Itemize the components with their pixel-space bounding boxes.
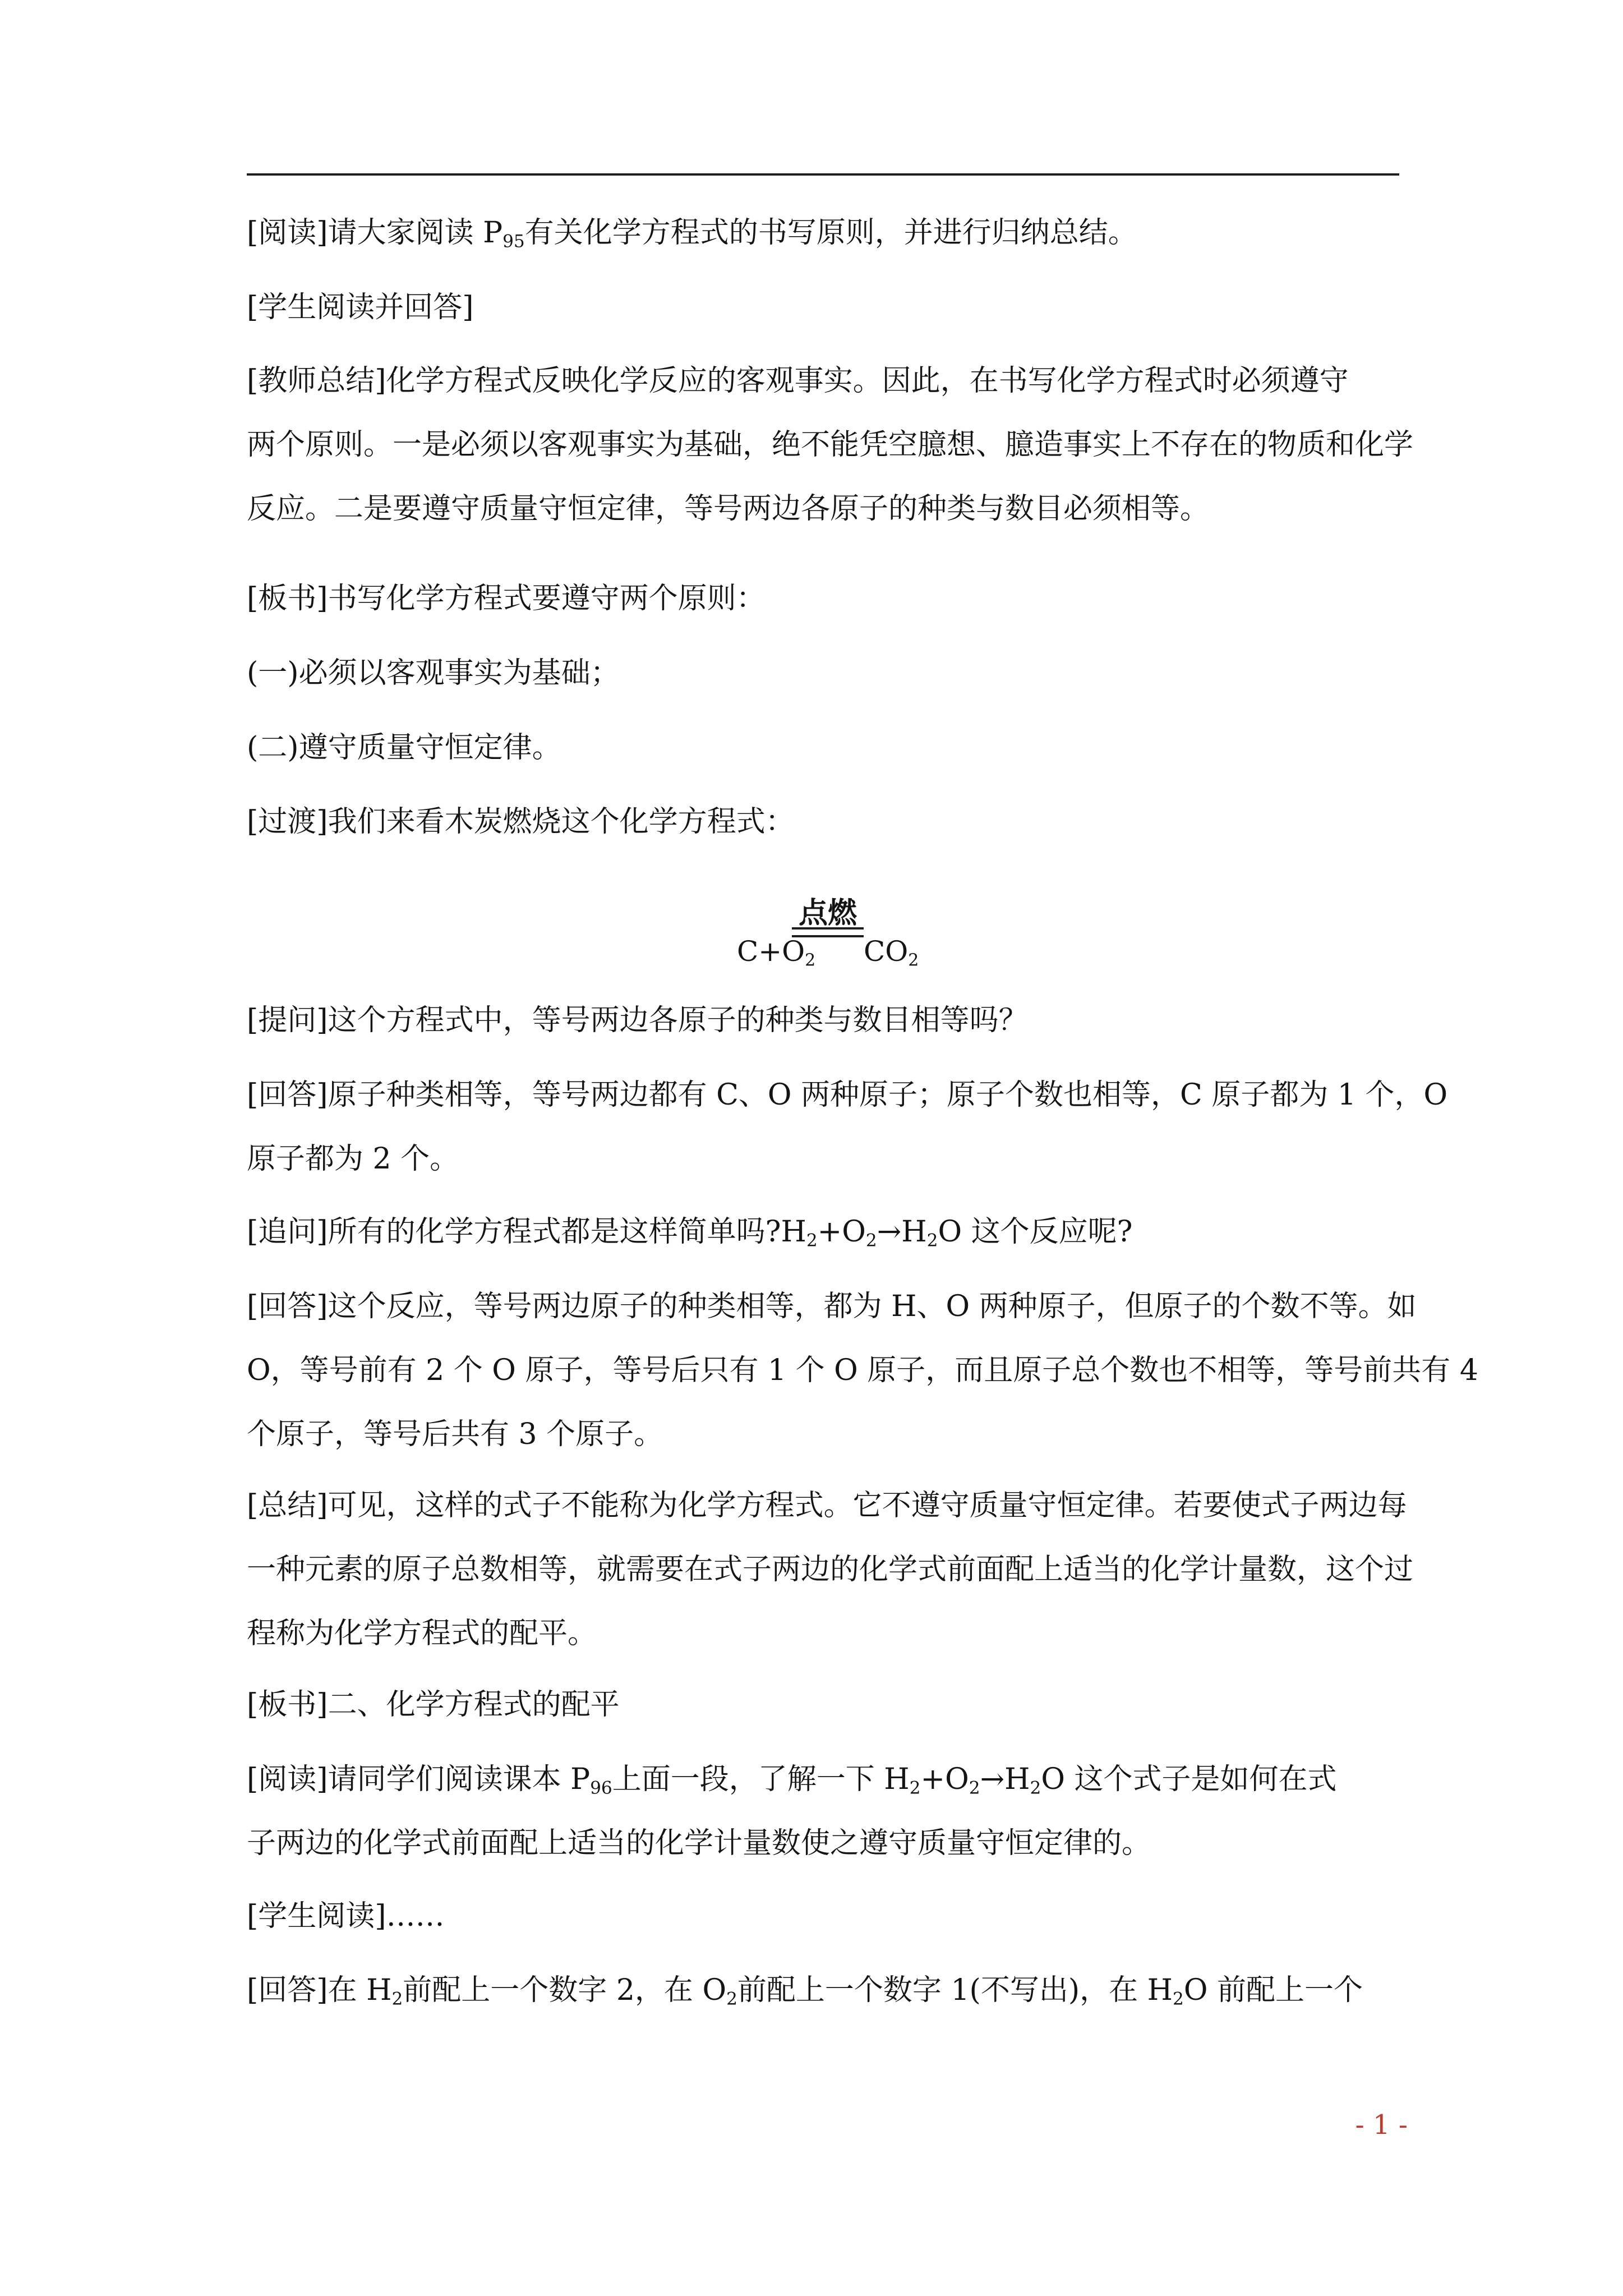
- text-run: [追问]所有的化学方程式都是这样简单吗?H: [247, 1215, 806, 1249]
- paragraph-transition: [247, 790, 1402, 854]
- paragraph-board-principles: [247, 567, 1402, 631]
- text-run: CO: [864, 935, 909, 968]
- paragraph-student-read: [247, 1884, 1402, 1948]
- text-run: →H: [877, 1215, 927, 1249]
- text-run: [提问]这个方程式中，等号两边各原子的种类与数目相等吗？: [247, 1004, 1028, 1037]
- text-run: [板书]二、化学方程式的配平: [247, 1688, 620, 1722]
- text-run: [板书]书写化学方程式要遵守两个原则：: [247, 582, 766, 615]
- header-rule: [247, 173, 1399, 176]
- subscript: 2: [1030, 1778, 1041, 1798]
- paragraph-conclusion: [247, 1474, 1414, 1665]
- chemical-equation: [729, 888, 965, 970]
- text-run: [阅读]请大家阅读 P: [247, 216, 503, 250]
- text-run: 有关化学方程式的书写原则，并进行归纳总结。: [524, 216, 1137, 250]
- paragraph-answer-coefficients: [247, 1958, 1402, 2022]
- text-line: [247, 1474, 1407, 1538]
- text-run: 反应。二是要遵守质量守恒定律，等号两边各原子的种类与数目必须相等。: [247, 492, 1210, 526]
- text-run: [回答]这个反应，等号两边原子的种类相等，都为 H、O 两种原子，但原子的个数不等。如: [247, 1290, 1417, 1323]
- text-line: [247, 1402, 1402, 1466]
- text-line: [247, 1747, 1402, 1811]
- text-run: 两个原则。一是必须以客观事实为基础，绝不能凭空臆想、臆造事实上不存在的物质和化学: [247, 428, 1414, 462]
- subscript: 95: [502, 231, 525, 252]
- text-run: O 这个式子是如何在式: [1041, 1763, 1337, 1796]
- paragraph-question: [247, 988, 1402, 1052]
- text-run: O，等号前有 2 个 O 原子，等号后只有 1 个 O 原子，而且原子总个数也不相等，等号前共有 4: [247, 1354, 1478, 1387]
- paragraph-board-balancing: [247, 1673, 1402, 1737]
- subscript: 2: [909, 1778, 921, 1798]
- text-run: (一)必须以客观事实为基础；: [247, 656, 620, 690]
- text-run: [学生阅读]……: [247, 1899, 445, 1933]
- text-line: [247, 1538, 1414, 1602]
- text-line: [247, 1884, 1402, 1948]
- text-line: [247, 477, 1402, 541]
- text-run: [总结]可见，这样的式子不能称为化学方程式。它不遵守质量守恒定律。若要使式子两边每: [247, 1489, 1407, 1522]
- equation-products: [864, 935, 919, 968]
- page-number: - 1 -: [1355, 2109, 1408, 2141]
- paragraph-follow-up-question: [247, 1200, 1402, 1264]
- text-run: [回答]原子种类相等，等号两边都有 C、O 两种原子；原子个数也相等，C 原子都为 1 个，O: [247, 1078, 1448, 1112]
- text-line: [247, 716, 1402, 780]
- text-line: [247, 1811, 1402, 1875]
- equation-condition: 点燃: [798, 896, 857, 930]
- text-run: 上面一段，了解一下 H: [612, 1763, 910, 1796]
- text-line: [247, 349, 1402, 413]
- text-run: [教师总结]化学方程式反映化学反应的客观事实。因此，在书写化学方程式时必须遵守: [247, 364, 1349, 398]
- text-run: 程称为化学方程式的配平。: [247, 1617, 597, 1650]
- subscript: 2: [865, 1230, 877, 1251]
- text-run: C+O: [737, 935, 805, 968]
- text-run: 子两边的化学式前面配上适当的化学计量数使之遵守质量守恒定律的。: [247, 1826, 1151, 1860]
- text-line: [247, 1063, 1448, 1127]
- text-run: O 前配上一个: [1183, 1973, 1363, 2007]
- text-run: +O: [920, 1763, 969, 1796]
- paragraph-read-textbook: [247, 1747, 1402, 1875]
- text-line: [247, 1673, 1402, 1737]
- text-line: [247, 1338, 1478, 1402]
- equation-equals-sign: [792, 927, 864, 937]
- text-line: [247, 1602, 1402, 1665]
- paragraph-answer-atoms: [247, 1063, 1448, 1191]
- paragraph-answer-unbalanced: [247, 1274, 1478, 1466]
- text-run: →H: [980, 1763, 1030, 1796]
- text-line: [247, 567, 1402, 631]
- text-run: [学生阅读并回答]: [247, 291, 474, 324]
- subscript: 2: [806, 1230, 818, 1251]
- text-run: O 这个反应呢?: [938, 1215, 1133, 1249]
- text-line: [247, 275, 1402, 339]
- subscript: 96: [590, 1778, 612, 1798]
- text-run: [阅读]请同学们阅读课本 P: [247, 1763, 591, 1796]
- text-line: [247, 641, 1402, 705]
- text-run: 个原子，等号后共有 3 个原子。: [247, 1418, 663, 1451]
- paragraph-read-instruction: [247, 201, 1402, 265]
- subscript: 2: [726, 1989, 737, 2009]
- text-run: +O: [817, 1215, 866, 1249]
- equation-reactants: [737, 935, 815, 968]
- subscript: 2: [969, 1778, 980, 1798]
- text-run: (二)遵守质量守恒定律。: [247, 731, 561, 765]
- paragraph-principle-two: [247, 716, 1402, 780]
- text-run: 原子都为 2 个。: [247, 1142, 459, 1176]
- text-line: [247, 201, 1402, 265]
- subscript: 2: [1173, 1989, 1184, 2009]
- text-line: [247, 1958, 1402, 2022]
- paragraph-teacher-summary: [247, 349, 1414, 541]
- text-line: [247, 413, 1414, 477]
- text-line: [247, 1200, 1402, 1264]
- paragraph-principle-one: [247, 641, 1402, 705]
- text-line: [247, 1127, 1402, 1191]
- text-run: 前配上一个数字 2，在 O: [403, 1973, 727, 2007]
- subscript: 2: [908, 950, 919, 970]
- text-run: [回答]在 H: [247, 1973, 392, 2007]
- subscript: 2: [805, 950, 816, 970]
- subscript: 2: [391, 1989, 403, 2009]
- text-line: [247, 988, 1402, 1052]
- text-line: [247, 790, 1402, 854]
- subscript: 2: [926, 1230, 938, 1251]
- text-run: 一种元素的原子总数相等，就需要在式子两边的化学式前面配上适当的化学计量数，这个过: [247, 1553, 1414, 1586]
- text-run: 前配上一个数字 1(不写出)，在 H: [737, 1973, 1173, 2007]
- text-run: [过渡]我们来看木炭燃烧这个化学方程式：: [247, 805, 795, 839]
- text-line: [247, 1274, 1417, 1338]
- paragraph-student-read-answer: [247, 275, 1402, 339]
